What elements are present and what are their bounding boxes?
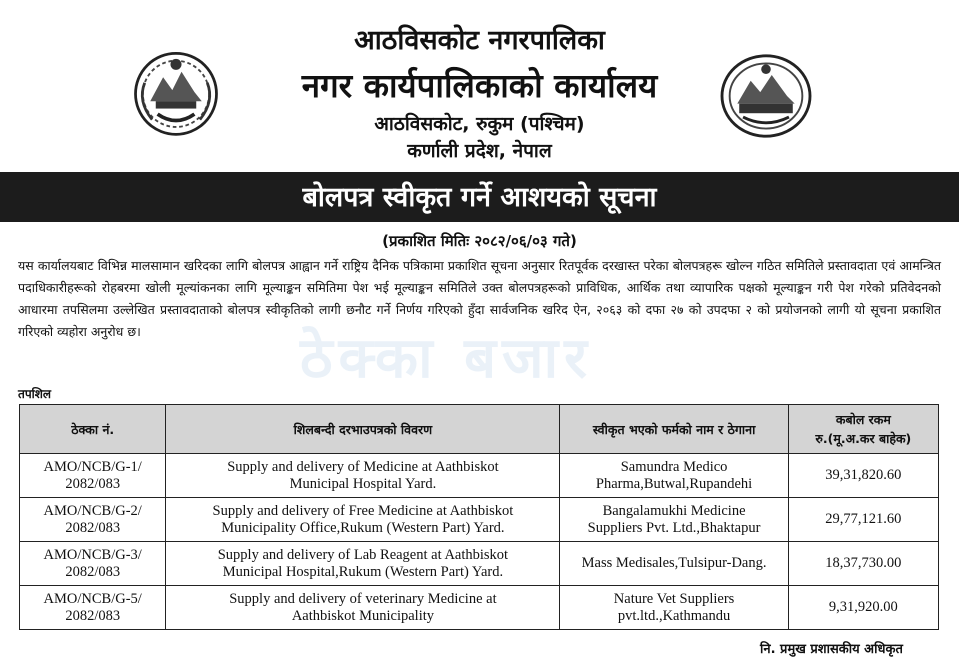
cell-amount: 9,31,920.00 — [788, 586, 938, 630]
header-description: शिलबन्दी दरभाउपत्रको विवरण — [166, 405, 560, 454]
firm-line1: Bangalamukhi Medicine — [602, 502, 746, 519]
cell-firm — [560, 586, 788, 630]
description-line2: Aathbiskot Municipality — [291, 607, 434, 624]
contract-no-line2: 2082/083 — [65, 607, 121, 624]
header-amount-line2: रु.(मू.अ.कर बाहेक) — [815, 431, 912, 446]
cell-firm — [560, 542, 788, 586]
description-line1: Supply and delivery of Free Medicine at Aathbiskot — [212, 502, 514, 519]
cell-contract-no — [20, 542, 166, 586]
cell-description — [166, 586, 560, 630]
signature: नि. प्रमुख प्रशासकीय अधिकृत — [760, 642, 903, 657]
description-line2: Municipality Office,Rukum (Western Part) Yard. — [221, 519, 505, 536]
contract-no-line2: 2082/083 — [65, 563, 121, 580]
cell-contract-no — [20, 498, 166, 542]
contract-no-line1: AMO/NCB/G-5/ — [43, 590, 142, 607]
description-line1: Supply and delivery of Lab Reagent at Aathbiskot — [217, 546, 509, 563]
header-contract-no: ठेक्का नं. — [20, 405, 166, 454]
table-row — [20, 542, 939, 586]
cell-description — [166, 454, 560, 498]
description-line2: Municipal Hospital,Rukum (Western Part) Yard. — [222, 563, 504, 580]
table-row — [20, 454, 939, 498]
table-header-row — [20, 405, 939, 454]
office-address: आठविसकोट, रुकुम (पश्चिम) — [374, 113, 585, 135]
notice-body: यस कार्यालयबाट विभिन्न मालसामान खरिदका लागि बोलपत्र आह्वान गर्ने राष्ट्रिय दैनिक पत्रिकामा प्रकाशित सूचना अनुसार रितपूर्वक दरखास्त परेका बोलपत्रहरू खोल्न गठित समितिले प्रस्तावदाता एवं आमन्त्रित पदाधिकारीहरूको रोहबरमा खोली मूल्यांकनका लागि मूल्याङ्कन समितिमा पेश भई मूल्याङ्कन समितिले उक्त बोलपत्रहरूको प्राविधिक, आर्थिक तथा व्यापारिक पक्षको मूल्याङ्कन गरी पेश गरेको प्रतिवेदनको आधारमा तपसिलमा उल्लेखित प्रस्तावदाताको बोलपत्र स्वीकृतिको लागी छनौट गर्ने निर्णय गरिएको हुँदा सार्वजनिक खरिद ऐन, २०६३ को दफा २७ को उपदफा २ को प्रयोजनको लागी यो सूचना प्रकाशित गरिएको व्यहोरा अनुरोध छ। — [18, 258, 941, 339]
cell-description — [166, 498, 560, 542]
cell-contract-no — [20, 586, 166, 630]
notice-title: बोलपत्र स्वीकृत गर्ने आशयको सूचना — [302, 182, 657, 213]
cell-amount: 39,31,820.60 — [788, 454, 938, 498]
contract-no-line2: 2082/083 — [65, 519, 121, 536]
contract-no-line1: AMO/NCB/G-2/ — [43, 502, 142, 519]
description-line1: Supply and delivery of Medicine at Aathbiskot — [227, 458, 499, 475]
cell-firm — [560, 454, 788, 498]
published-date: (प्रकाशित मितिः २०८२/०६/०३ गते) — [382, 232, 577, 250]
table-row — [20, 498, 939, 542]
header-amount-line1: कबोल रकम — [835, 412, 891, 427]
cell-amount: 18,37,730.00 — [788, 542, 938, 586]
firm-line2: Suppliers Pvt. Ltd.,Bhaktapur — [587, 519, 761, 536]
table-label: तपशिल — [18, 387, 52, 401]
description-line2: Municipal Hospital Yard. — [289, 475, 437, 492]
cell-contract-no — [20, 454, 166, 498]
watermark: ठेक्का बजार — [300, 326, 594, 391]
header-firm: स्वीकृत भएको फर्मको नाम र ठेगाना — [560, 405, 788, 454]
table-row — [20, 586, 939, 630]
cell-amount: 29,77,121.60 — [788, 498, 938, 542]
office-name: नगर कार्यपालिकाको कार्यालय — [301, 66, 658, 105]
firm-line1: Nature Vet Suppliers — [613, 590, 735, 607]
firm-line2: pvt.ltd.,Kathmandu — [617, 607, 731, 624]
firm-line2: Pharma,Butwal,Rupandehi — [595, 475, 753, 492]
municipality-name: आठविसकोट नगरपालिका — [354, 25, 605, 56]
description-line1: Supply and delivery of veterinary Medicine at — [229, 590, 497, 607]
firm-line1: Mass Medisales,Tulsipur-Dang. — [581, 555, 767, 571]
header-amount — [788, 405, 938, 454]
contract-no-line1: AMO/NCB/G-1/ — [43, 458, 142, 475]
contract-no-line1: AMO/NCB/G-3/ — [43, 546, 142, 563]
award-table — [19, 404, 939, 630]
cell-firm — [560, 498, 788, 542]
contract-no-line2: 2082/083 — [65, 475, 121, 492]
office-province: कर्णाली प्रदेश, नेपाल — [407, 140, 552, 162]
cell-description — [166, 542, 560, 586]
firm-line1: Samundra Medico — [620, 458, 728, 475]
